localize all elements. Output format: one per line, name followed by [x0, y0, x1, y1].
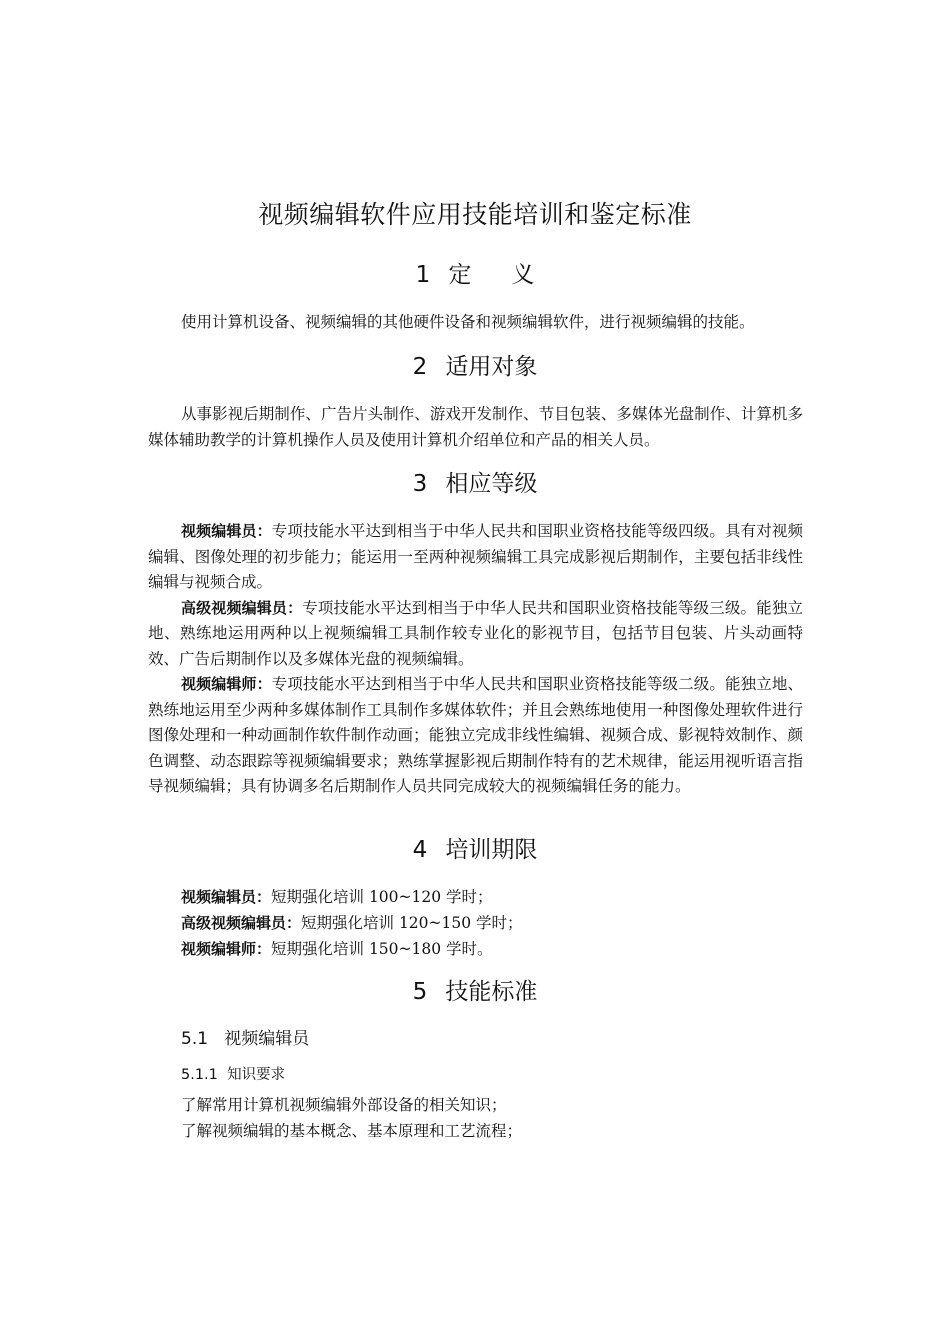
item-text: 短期强化培训 150~180 学时。 [271, 940, 493, 958]
level-paragraph [148, 672, 803, 800]
list-item: 了解常用计算机视频编辑外部设备的相关知识； [181, 1096, 507, 1114]
section-number: 1 [415, 262, 431, 288]
subsection-heading [181, 1026, 309, 1052]
level-label: 视频编辑员： [181, 522, 272, 540]
subsubsection-number: 5.1.1 [181, 1067, 218, 1083]
document-title: 视频编辑软件应用技能培训和鉴定标准 [258, 200, 692, 229]
section-3-body [148, 519, 803, 800]
level-paragraph [148, 519, 803, 596]
level-text: 专项技能水平达到相当于中华人民共和国职业资格技能等级四级。具有对视频编辑、图像处理的初步能力；能运用一至两种视频编辑工具完成影视后期制作，主要包括非线性编辑与视频合成。 [148, 522, 803, 591]
list-item [181, 910, 801, 936]
section-3-heading [0, 467, 950, 501]
item-label: 高级视频编辑员： [181, 914, 302, 932]
section-1-heading [0, 258, 950, 292]
list-item [181, 884, 801, 910]
level-paragraph [148, 596, 803, 673]
section-2-heading [0, 350, 950, 384]
paragraph: 从事影视后期制作、广告片头制作、游戏开发制作、节目包装、多媒体光盘制作、计算机多媒体辅助教学的计算机操作人员及使用计算机介绍单位和产品的相关人员。 [148, 405, 803, 449]
section-number: 2 [412, 354, 428, 380]
subsubsection-title: 知识要求 [227, 1067, 286, 1083]
section-1-body [148, 310, 803, 336]
section-number: 3 [412, 471, 428, 497]
section-4-body [181, 884, 801, 962]
level-text: 专项技能水平达到相当于中华人民共和国职业资格技能等级二级。能独立地、熟练地运用至少两种多媒体制作工具制作多媒体软件；并且会熟练地使用一种图像处理软件进行图像处理和一种动画制作软件制作动画；能独立完成非线性编辑、视频合成、影视特效制作、颜色调整、动态跟踪等视频编辑要求；熟练掌握影视后期制作特有的艺术规律，能运用视听语言指导视频编辑；具有协调多名后期制作人员共同完成较大的视频编辑任务的能力。 [148, 675, 803, 795]
subsection-number: 5.1 [181, 1029, 209, 1049]
section-number: 5 [412, 979, 428, 1005]
section-5-heading [0, 975, 950, 1009]
item-text: 短期强化培训 100~120 学时； [271, 888, 493, 906]
item-label: 视频编辑员： [181, 888, 272, 906]
list-item: 了解视频编辑的基本概念、基本原理和工艺流程； [181, 1122, 523, 1140]
section-title: 相应等级 [445, 471, 538, 497]
level-label: 高级视频编辑员： [181, 598, 303, 617]
section-4-heading [0, 833, 950, 867]
paragraph: 使用计算机设备、视频编辑的其他硬件设备和视频编辑软件，进行视频编辑的技能。 [181, 313, 755, 331]
section-title: 培训期限 [445, 837, 538, 863]
section-title: 定义 [448, 262, 575, 288]
subsection-title: 视频编辑员 [224, 1029, 310, 1049]
subsubsection-heading [181, 1063, 285, 1087]
section-number: 4 [412, 837, 428, 863]
item-text: 短期强化培训 120~150 学时； [301, 914, 523, 932]
section-2-body [148, 402, 803, 453]
section-title: 适用对象 [445, 354, 538, 380]
item-label: 视频编辑师： [181, 940, 272, 958]
section-title: 技能标准 [445, 979, 538, 1005]
level-label: 视频编辑师： [181, 675, 272, 693]
list-item [181, 936, 801, 962]
level-text: 专项技能水平达到相当于中华人民共和国职业资格技能等级三级。能独立地、熟练地运用两种以上视频编辑工具制作较专业化的影视节目，包括节目包装、片头动画特效、广告后期制作以及多媒体光盘的视频编辑。 [148, 598, 803, 668]
knowledge-list [181, 1092, 801, 1144]
